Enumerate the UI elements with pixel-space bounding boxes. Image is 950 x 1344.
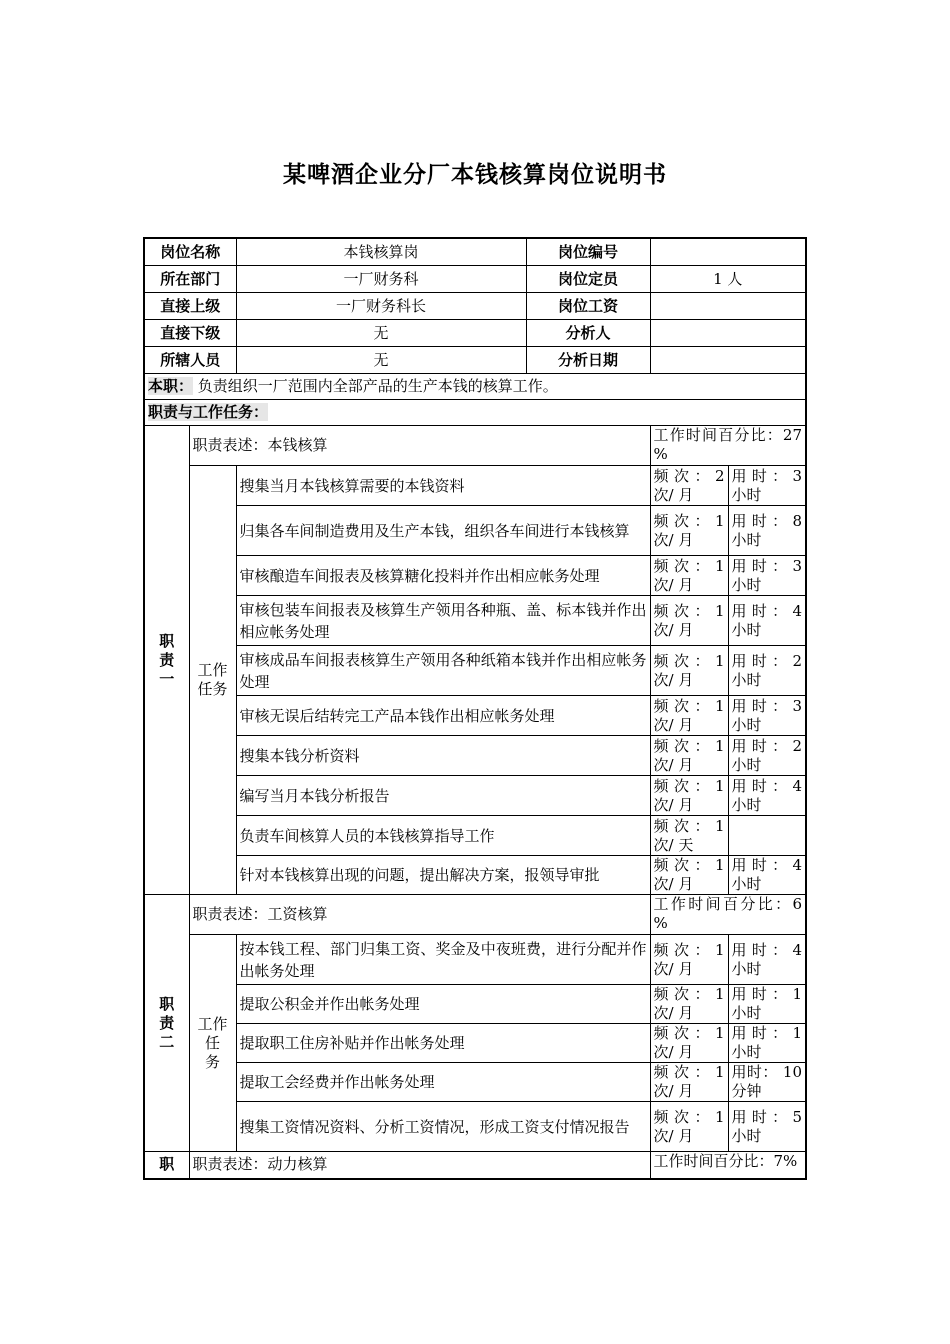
task-text: 提取职工住房补贴并作出帐务处理	[236, 1024, 650, 1063]
frequency: 频 次 ： 1	[653, 985, 725, 1003]
field-value: 本钱核算岗	[236, 238, 526, 266]
basic-row	[144, 266, 806, 293]
task-row	[144, 776, 806, 816]
frequency-unit: 次/ 月	[653, 530, 694, 549]
duration: 用 时 ： 1	[731, 985, 803, 1003]
frequency: 频 次 ： 1	[653, 856, 725, 874]
task-row	[144, 935, 806, 985]
duration-unit: 小时	[731, 959, 762, 978]
time-percent-cell	[650, 426, 806, 466]
duration: 用 时 ： 4	[731, 601, 803, 620]
frequency: 频 次 ： 2	[653, 466, 725, 485]
frequency-cell	[650, 466, 728, 506]
frequency-unit: 次/ 月	[653, 795, 694, 814]
duty-row	[144, 374, 806, 400]
tasks-header-row	[144, 400, 806, 426]
task-text: 搜集当月本钱核算需要的本钱资料	[236, 466, 650, 506]
field-value	[650, 347, 806, 374]
frequency: 频 次 ： 1	[653, 776, 725, 795]
task-row	[144, 596, 806, 646]
frequency-unit: 次/ 月	[653, 1004, 694, 1022]
duty-statement-row	[144, 426, 806, 466]
frequency-cell	[650, 506, 728, 556]
task-text: 审核包装车间报表及核算生产领用各种瓶、盖、标本钱并作出相应帐务处理	[236, 596, 650, 646]
basic-row	[144, 347, 806, 374]
task-text: 编写当月本钱分析报告	[236, 776, 650, 816]
frequency-cell	[650, 736, 728, 776]
time-percent-cell	[650, 1152, 806, 1179]
field-value: 一厂财务科	[236, 266, 526, 293]
frequency: 频 次 ： 1	[653, 816, 725, 835]
duration: 用 时 ： 4	[731, 856, 803, 874]
task-row	[144, 816, 806, 856]
duration-unit: 小时	[731, 875, 762, 893]
duty-statement-row	[144, 1152, 806, 1179]
field-label: 岗位编号	[526, 238, 650, 266]
frequency: 频 次 ： 1	[653, 511, 725, 530]
frequency: 频 次 ： 1	[653, 601, 725, 620]
duty-statement: 职责表述：本钱核算	[189, 426, 650, 466]
duration-unit: 小时	[731, 755, 762, 774]
duration: 用 时 ： 4	[731, 776, 803, 795]
task-row	[144, 556, 806, 596]
frequency-cell	[650, 985, 728, 1024]
field-label: 岗位定员	[526, 266, 650, 293]
section-label: 职 责 一	[144, 426, 189, 895]
frequency-cell	[650, 556, 728, 596]
job-description-table	[143, 237, 807, 1180]
duration-unit: 小时	[731, 1004, 762, 1022]
task-text: 审核酿造车间报表及核算糖化投料并作出相应帐务处理	[236, 556, 650, 596]
frequency-cell	[650, 856, 728, 895]
duration: 用 时 ： 4	[731, 940, 803, 959]
work-task-label: 工作 任务	[189, 466, 236, 895]
duration-cell	[728, 1102, 806, 1152]
basic-row	[144, 320, 806, 347]
duration-unit: 小时	[731, 1126, 762, 1145]
duration-unit: 小时	[731, 485, 762, 504]
duty-label: 本职：	[148, 377, 194, 395]
frequency-unit: 次/ 月	[653, 1126, 694, 1145]
frequency-unit: 次/ 月	[653, 620, 694, 639]
frequency: 频 次 ： 1	[653, 940, 725, 959]
duty-statement: 职责表述：动力核算	[189, 1152, 650, 1179]
duration: 用 时 ： 8	[731, 511, 803, 530]
basic-row	[144, 238, 806, 266]
frequency-cell	[650, 1063, 728, 1102]
section-label: 职	[144, 1152, 189, 1179]
time-percent: 工作时间百分比：6	[653, 895, 803, 913]
duration: 用 时 ： 5	[731, 1107, 803, 1126]
frequency-cell	[650, 696, 728, 736]
section-label: 职 责 二	[144, 895, 189, 1152]
duration-unit: 小时	[731, 670, 762, 689]
duration-cell	[728, 985, 806, 1024]
task-text: 提取公积金并作出帐务处理	[236, 985, 650, 1024]
duration-unit: 小时	[731, 530, 762, 549]
field-label: 岗位工资	[526, 293, 650, 320]
duration-cell	[728, 1024, 806, 1063]
duration: 用时： 10	[731, 1063, 803, 1081]
task-text: 提取工会经费并作出帐务处理	[236, 1063, 650, 1102]
task-row	[144, 1024, 806, 1063]
time-percent: 工作时间百分比：7%	[653, 1152, 798, 1170]
basic-row	[144, 293, 806, 320]
frequency-cell	[650, 596, 728, 646]
duration-unit: 小时	[731, 795, 762, 814]
duration-cell	[728, 736, 806, 776]
frequency-unit: 次/ 月	[653, 755, 694, 774]
frequency: 频 次 ： 1	[653, 651, 725, 670]
field-label: 直接下级	[144, 320, 236, 347]
duration: 用 时 ： 3	[731, 556, 803, 575]
field-value	[650, 293, 806, 320]
time-percent-cell	[650, 895, 806, 935]
frequency: 频 次 ： 1	[653, 556, 725, 575]
frequency-cell	[650, 816, 728, 856]
duty-statement-row	[144, 895, 806, 935]
tasks-header-cell	[144, 400, 806, 426]
frequency-unit: 次/ 月	[653, 670, 694, 689]
task-row	[144, 506, 806, 556]
frequency-cell	[650, 1024, 728, 1063]
frequency-cell	[650, 776, 728, 816]
task-row	[144, 696, 806, 736]
task-row	[144, 985, 806, 1024]
duration-cell	[728, 816, 806, 856]
frequency-unit: 次/ 月	[653, 575, 694, 594]
time-percent-suffix: %	[653, 445, 668, 463]
task-row	[144, 646, 806, 696]
task-row	[144, 1063, 806, 1102]
duration-unit: 分钟	[731, 1082, 762, 1100]
field-value: 无	[236, 320, 526, 347]
frequency: 频 次 ： 1	[653, 1024, 725, 1042]
frequency: 频 次 ： 1	[653, 696, 725, 715]
duration-cell	[728, 506, 806, 556]
duration: 用 时 ： 2	[731, 651, 803, 670]
field-value	[650, 238, 806, 266]
duration-cell	[728, 856, 806, 895]
field-label: 所在部门	[144, 266, 236, 293]
duration-unit: 小时	[731, 575, 762, 594]
duration-unit: 小时	[731, 715, 762, 734]
duty-text: 负责组织一厂范围内全部产品的生产本钱的核算工作。	[197, 377, 558, 395]
duration: 用 时 ： 3	[731, 696, 803, 715]
tasks-header: 职责与工作任务：	[148, 403, 269, 421]
field-label: 分析日期	[526, 347, 650, 374]
time-percent-suffix: %	[653, 914, 668, 932]
frequency-unit: 次/ 月	[653, 959, 694, 978]
task-text: 搜集本钱分析资料	[236, 736, 650, 776]
task-text: 负责车间核算人员的本钱核算指导工作	[236, 816, 650, 856]
duration-cell	[728, 556, 806, 596]
task-text: 审核无误后结转完工产品本钱作出相应帐务处理	[236, 696, 650, 736]
field-label: 岗位名称	[144, 238, 236, 266]
field-value: 1 人	[650, 266, 806, 293]
duration-cell	[728, 935, 806, 985]
frequency-unit: 次/ 月	[653, 485, 694, 504]
duration-unit: 小时	[731, 1043, 762, 1061]
frequency-unit: 次/ 月	[653, 1043, 694, 1061]
field-label: 分析人	[526, 320, 650, 347]
frequency-cell	[650, 935, 728, 985]
frequency-cell	[650, 1102, 728, 1152]
frequency-unit: 次/ 天	[653, 835, 694, 854]
duration-unit: 小时	[731, 620, 762, 639]
task-row	[144, 1102, 806, 1152]
time-percent: 工作时间百分比：27	[653, 426, 803, 444]
task-text: 归集各车间制造费用及生产本钱，组织各车间进行本钱核算	[236, 506, 650, 556]
field-label: 直接上级	[144, 293, 236, 320]
task-text: 搜集工资情况资料、分析工资情况，形成工资支付情况报告	[236, 1102, 650, 1152]
task-text: 审核成品车间报表核算生产领用各种纸箱本钱并作出相应帐务处理	[236, 646, 650, 696]
frequency: 频 次 ： 1	[653, 1107, 725, 1126]
document-title: 某啤酒企业分厂本钱核算岗位说明书	[283, 162, 667, 188]
duty-cell	[144, 374, 806, 400]
frequency-unit: 次/ 月	[653, 1082, 694, 1100]
task-row	[144, 856, 806, 895]
task-row	[144, 466, 806, 506]
duration-cell	[728, 1063, 806, 1102]
task-row	[144, 736, 806, 776]
frequency-unit: 次/ 月	[653, 875, 694, 893]
frequency: 频 次 ： 1	[653, 1063, 725, 1081]
duration-cell	[728, 696, 806, 736]
task-text: 按本钱工程、部门归集工资、奖金及中夜班费，进行分配并作出帐务处理	[236, 935, 650, 985]
task-text: 针对本钱核算出现的问题，提出解决方案，报领导审批	[236, 856, 650, 895]
work-task-label: 工作 任 务	[189, 935, 236, 1152]
duration-cell	[728, 646, 806, 696]
field-value: 一厂财务科长	[236, 293, 526, 320]
duty-statement: 职责表述：工资核算	[189, 895, 650, 935]
frequency: 频 次 ： 1	[653, 736, 725, 755]
frequency-cell	[650, 646, 728, 696]
duration: 用 时 ： 1	[731, 1024, 803, 1042]
field-value: 无	[236, 347, 526, 374]
duration-cell	[728, 466, 806, 506]
field-label: 所辖人员	[144, 347, 236, 374]
duration: 用 时 ： 3	[731, 466, 803, 485]
duration-cell	[728, 596, 806, 646]
field-value	[650, 320, 806, 347]
duration: 用 时 ： 2	[731, 736, 803, 755]
frequency-unit: 次/ 月	[653, 715, 694, 734]
duration-cell	[728, 776, 806, 816]
